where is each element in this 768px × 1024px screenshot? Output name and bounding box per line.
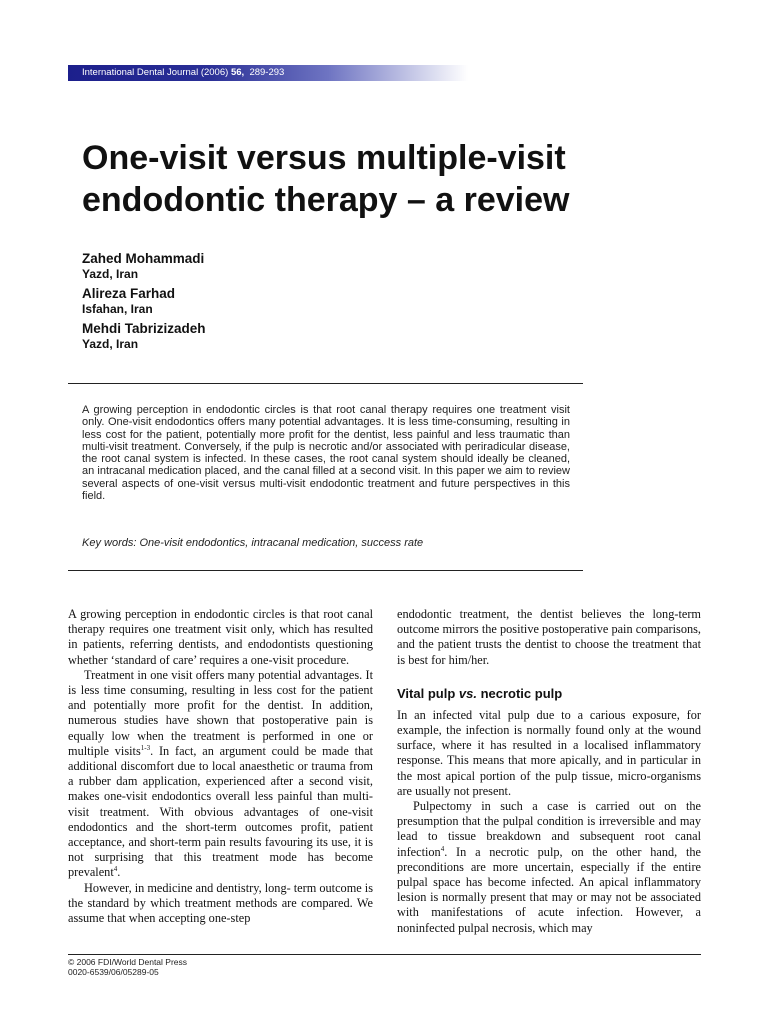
keywords: Key words: One-visit endodontics, intracanal medication, success rate [82, 537, 424, 549]
journal-volume: 56, [230, 67, 245, 78]
paragraph-text: . [117, 865, 121, 880]
body-column-right [397, 607, 701, 936]
abstract-top-rule [68, 383, 583, 384]
author-entry [82, 286, 382, 316]
paragraph-text: Pulpectomy in such a case is carried out on the presumption that the pulpal condition is irreversible and may lead to tissue breakdown and subsequent root canal infection [397, 799, 701, 859]
author-list [82, 251, 382, 356]
body-paragraph [397, 799, 701, 936]
body-paragraph: However, in medicine and dentistry, long- term outcome is the standard by which treatment methods are compared. We assume that when accepting one-step [68, 880, 373, 926]
journal-pages: 289-293 [249, 67, 285, 78]
heading-text: necrotic pulp [476, 685, 563, 701]
journal-name: International Dental Journal (2006) [82, 67, 229, 78]
author-location: Yazd, Iran [82, 337, 139, 351]
copyright-notice: © 2006 FDI/World Dental Press [68, 957, 188, 967]
body-paragraph: In an infected vital pulp due to a carious exposure, for example, the infection is normally found only at the wound surface, where it has resulted in a localised inflammatory response. This means that more apically, and in particular in the most apical portion of the pulp tissue, micro-organisms are usually not present. [397, 707, 701, 798]
article-title [82, 137, 682, 221]
paragraph-text: . In fact, an argument could be made that additional discomfort due to local anaesthetic or trauma from a rubber dam application, experienced after a second visit, makes one-visit endodontics overall less painful than multi-visit treatment. With obvious advantages of one-visit endodontics and the short-term outcomes profit, patient acceptance, and short-term pain results favouring its use, it is not surprising that this treatment mode has become prevalent [68, 743, 374, 880]
title-line-1: One-visit versus multiple-visit [82, 139, 566, 177]
abstract-bottom-rule [68, 570, 583, 571]
footer-rule [68, 954, 701, 955]
author-location: Isfahan, Iran [82, 302, 153, 316]
author-name: Mehdi Tabrizizadeh [82, 321, 206, 336]
body-paragraph: A growing perception in endodontic circles is that root canal therapy requires one treatment visit only, which has resulted in patients, referring dentists, and endodontists questioning whether ‘standard of care’ requires a one-visit procedure. [68, 607, 373, 667]
abstract-text: A growing perception in endodontic circles is that root canal therapy requires one treatment visit only. One-visit endodontics offers many potential advantages. It is less time-consuming, resulting in less cost for the patient, potentially more profit for the dentist, less painful and less traumatic than multi-visit treatment. Conversely, if the pulp is necrotic and/or associated with periradicular disease, the root canal system is infected. In these cases, the root canal system should ideally be cleaned, an intracanal medication placed, and the canal filled at a second visit. In this paper we aim to review several aspects of one-visit versus multi-visit endodontic treatment and future perspectives in this field. [82, 404, 570, 503]
page-footer [68, 957, 368, 977]
reference-marker: 1-3 [140, 743, 151, 752]
issn-code: 0020-6539/06/05289-05 [68, 967, 159, 977]
title-line-2: endodontic therapy – a review [82, 181, 570, 219]
journal-citation [82, 66, 284, 80]
author-location: Yazd, Iran [82, 267, 139, 281]
section-heading [397, 686, 701, 702]
author-entry [82, 321, 382, 351]
reference-marker: 4 [113, 865, 118, 874]
heading-text: Vital pulp [397, 685, 459, 701]
author-entry [82, 251, 382, 281]
reference-marker: 4 [440, 844, 445, 853]
body-paragraph: endodontic treatment, the dentist believes the long-term outcome mirrors the positive postoperative pain comparisons, and the patient trusts the dentist to choose the treatment that is best for him/her. [397, 607, 701, 667]
paragraph-text: . In a necrotic pulp, on the other hand, the preconditions are more uncertain, especially if the entire pulpal space has become infected. An apical inflammatory lesion is normally present that may or may not be associated with manifestations of acute infection. However, a noninfected pulpal necrosis, which may [397, 844, 701, 935]
body-paragraph [68, 668, 373, 881]
author-name: Alireza Farhad [82, 286, 176, 301]
author-name: Zahed Mohammadi [82, 251, 205, 266]
body-column-left [68, 607, 373, 926]
paragraph-text: Treatment in one visit offers many potential advantages. It is less time consuming, resulting in less cost for the patient and potentially more profit for the dentist. In addition, numerous studies have shown that postoperative pain is equally low when the treatment is performed in one or multiple visits [68, 667, 373, 758]
heading-text-italic: vs. [458, 685, 477, 701]
journal-header-bar [68, 65, 468, 81]
